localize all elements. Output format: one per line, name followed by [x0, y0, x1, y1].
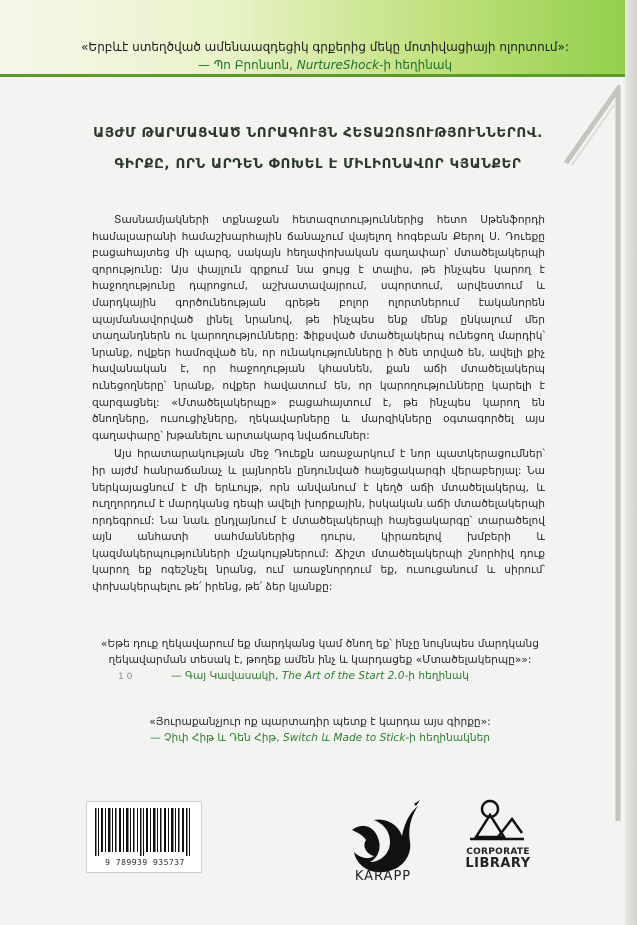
top-attr-title: NurtureShock: [296, 58, 380, 72]
headline: [92, 118, 544, 180]
karapp-crane-logo: [344, 796, 422, 880]
corporate-label-line-1: CORPORATE: [466, 847, 530, 857]
pencil-mark: 1 0: [118, 672, 133, 682]
blurb-paragraph-1: Տասնամյակների տքնաջան հետազոտություններից հետո Սթենֆորդի համալսարանի համաշխարհային ճանաչում վայելող հոգեբան Քերոլ Ս. Դուեքը բացահայտեց մի պարզ, սակայն հեղափոխական գաղափար՝ մտածելակերպի զորությունը: Այս փայլուն գրքում նա ցույց է տալիս, թե ինչպես կարող է հաջողությունը դպրոցում, աշխատավայրում, սպորտում, արվեստում և մարդկային գործունեության գրեթե բոլոր ոլորտներում էականորեն պայմանավորված լինել նրանով, թե ինչպես ենք մենք ընկալում մեր տաղանդներն ու կարողությունները: Ֆիքսված մտածելակերպ ունեցող մարդիկ՝ նրանք, ովքեր համոզված են, որ ունակությունները ի ծնե տրված են, ավելի քիչ հավանական է, որ հաջողության կհասնեն, քան աճի մտածելակերպ ունեցողները՝ նրանք, ովքեր հավատում են, որ կարողությունները կարելի է զարգացնել: «Մտածելակերպը» բացահայտում է, թե ինչպես կարող են ծնողները, ուսուցիչները, ղեկավարները և մարզիկները օգտագործել այս գաղափարը՝ խթանելու արտակարգ նվաճումներ:: [92, 214, 545, 442]
karapp-wordmark: KARAPP: [354, 869, 412, 884]
top-attr-suffix: -ի հեղինակ: [379, 58, 453, 72]
endorsement-2-attr-suffix: -ի հեղինակներ: [405, 732, 491, 744]
headline-line-2: ԳԻՐՔԸ, ՈՐՆ ԱՐԴԵՆ ՓՈԽԵԼ Է ՄԻԼԻՈՆԱՎՈՐ ԿՅԱՆՔԵՐ: [114, 156, 522, 172]
top-quote-text: «Երբևէ ստեղծված ամենաազդեցիկ գրքերից մեկը մոտիվացիայի ոլորտում»:: [81, 40, 569, 54]
endorsement-2-attribution: [100, 730, 540, 746]
endorsement-quote-1: [100, 636, 540, 684]
isbn-number: 9 789939 935737: [105, 858, 185, 867]
barcode-bars: [93, 808, 197, 856]
endorsement-1-attr-suffix: -ի հեղինակ: [404, 670, 469, 682]
blurb-paragraph-2: Այս հրատարակության մեջ Դուեքն առաջարկում է նոր պատկերացումներ՝ իր այժմ հանրաճանաչ և լայնորեն ընդունված հայեցակարգի վերաբերյալ: Նա ներկայացնում է մի երևույթ, որն անվանում է կեղծ աճի մտածելակերպ, և ուղղորդում է մարդկանց դեպի ավելի խորքային, իսկական աճի մտածելակերպի որդեգրում: Նա նաև ընդլայնում է մտածելակերպի հայեցակարգը՝ տարածելով այն անհատի սահմաններից դուրս, կիրառելով խմբերի և կազմակերպությունների մշակույթներում: Ճիշտ մտածելակերպի շնորհիվ դուք կարող եք ոգեշնչել նրանց, ում առաջնորդում եք, ուսուցանում և սիրում՝ փոխակերպելու թե՛ իրենց, թե՛ ձեր կյանքը:: [92, 448, 545, 594]
decorative-number-one: [560, 85, 637, 825]
corporate-library-logo: [466, 797, 526, 843]
headline-line-1: ԱՅԺՄ ԹԱՐՄԱՑՎԱԾ ՆՈՐԱԳՈՒՅՆ ՀԵՏԱԶՈՏՈՒԹՅՈՒՆՆԵՐՈՎ.: [93, 125, 543, 141]
top-quote-attribution: [30, 57, 620, 74]
endorsement-1-attribution: [100, 668, 540, 684]
endorsement-1-attr-prefix: — Գայ Կավասակի,: [171, 670, 282, 682]
top-attr-prefix: — Պո Բրոնսոն,: [197, 58, 297, 72]
isbn-barcode: [86, 801, 202, 873]
endorsement-1-attr-title: The Art of the Start 2.0: [281, 670, 405, 682]
endorsement-1-text: «Եթե դուք ղեկավարում եք մարդկանց կամ ծնող եք՝ ինչը նույնպես մարդկանց ղեկավարման տեսակ է, թողեք ամեն ինչ և կարդացեք «Մտածելակերպը»»:: [101, 638, 539, 666]
corporate-label-line-2: LIBRARY: [465, 856, 531, 871]
endorsement-2-text: «Յուրաքանչյուր ոք պարտադիր պետք է կարդա այս գիրքը»:: [149, 716, 491, 728]
corporate-library-wordmark: [448, 846, 548, 870]
endorsement-quote-2: [100, 714, 540, 746]
blurb-body: [92, 212, 545, 596]
endorsement-2-attr-prefix: — Չիփ Հիթ և Դեն Հիթ,: [149, 732, 283, 744]
endorsement-2-attr-title: Switch և Made to Stick: [282, 732, 406, 744]
